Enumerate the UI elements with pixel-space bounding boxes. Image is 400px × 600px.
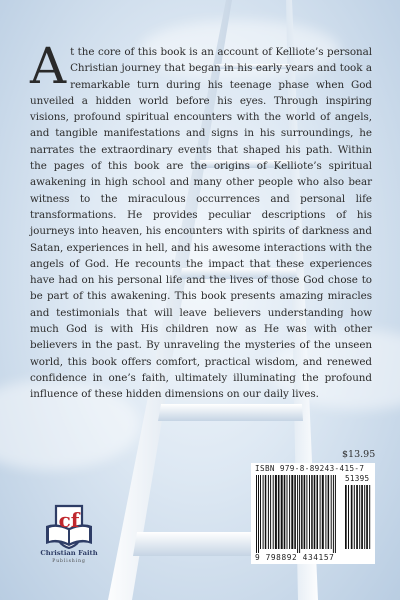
barcode-bar bbox=[275, 475, 277, 549]
barcode-bar bbox=[256, 475, 257, 553]
barcode-bar bbox=[273, 475, 274, 549]
barcode-bar bbox=[304, 475, 306, 549]
barcode-bar bbox=[354, 485, 355, 549]
barcode-bar bbox=[325, 475, 326, 549]
barcode-bar bbox=[258, 475, 259, 553]
barcode-bar bbox=[317, 475, 319, 549]
barcode-bar bbox=[299, 475, 300, 553]
barcode-bar bbox=[361, 485, 363, 549]
isbn-label: ISBN 979-8-89243-415-7 bbox=[255, 464, 365, 473]
logo-letters: cf bbox=[58, 508, 80, 532]
barcode-bars bbox=[251, 463, 375, 564]
barcode-bar bbox=[297, 475, 298, 553]
barcode-bar bbox=[301, 475, 303, 549]
barcode-bar bbox=[348, 485, 349, 549]
publisher-subname: Publishing bbox=[52, 559, 86, 564]
barcode-bar bbox=[351, 485, 353, 549]
barcode-digits: 9 798892 434157 bbox=[255, 553, 335, 562]
barcode-bar bbox=[294, 475, 296, 549]
barcode-bar bbox=[306, 475, 307, 549]
price-label: $13.95 bbox=[342, 449, 376, 460]
blurb-text: t the core of this book is an account of Kelliote’s personal Christian journey that began in his early years and took a remarkable turn during his teenage phase when God unveiled a hidden world before his eyes. Through inspiring visions, profound spiritual encounters with the world of angels, and tangible manifestations and signs in his surroundings, he narrates the extraordinary events that shaped his path. Within the pages of this book are the origins of Kelliote’s spiritual awakening in high school and many other people who also bear witness to the miraculous occurrences and personal life transformations. He provides peculiar descriptions of his journeys into heaven, his encounters with spirits of darkness and Satan, experiences in hell, and his awesome interactions with the angels of God. He recounts the impact that these experiences have had on his personal life and the lives of those God chose to be part of this awakening. This book presents amazing miracles and testimonials that will leave believers understanding how much God is with His children now as He was with other believers in the past. By unraveling the mysteries of the unseen world, this book offers comfort, practical wisdom, and renewed confidence in one’s faith, ultimately illuminating the profound influence of these hidden dimensions on our daily lives. bbox=[30, 46, 372, 401]
barcode-bar bbox=[278, 475, 280, 549]
barcode-bar bbox=[359, 485, 360, 549]
barcode-bar bbox=[331, 475, 332, 549]
barcode-bar bbox=[284, 475, 286, 549]
barcode-bar bbox=[291, 475, 293, 549]
barcode-bar bbox=[289, 475, 290, 549]
barcode-bar bbox=[345, 485, 347, 549]
barcode-bar bbox=[320, 475, 321, 549]
ladder-rung bbox=[158, 404, 303, 421]
barcode-bar bbox=[270, 475, 271, 549]
isbn-barcode bbox=[251, 463, 375, 564]
barcode-bar bbox=[364, 485, 365, 549]
publisher-name: Christian Faith bbox=[40, 549, 98, 557]
barcode-bar bbox=[356, 485, 358, 549]
barcode-bar bbox=[322, 475, 324, 549]
barcode-bar bbox=[311, 475, 313, 549]
barcode-bar bbox=[281, 475, 283, 549]
barcode-bar bbox=[287, 475, 288, 549]
back-cover-blurb bbox=[30, 37, 372, 403]
barcode-addon-digits: 51395 bbox=[345, 474, 370, 483]
barcode-bar bbox=[369, 485, 370, 549]
barcode-bar bbox=[268, 475, 269, 549]
drop-cap: A bbox=[30, 37, 67, 95]
barcode-bar bbox=[265, 475, 267, 549]
barcode-bar bbox=[366, 485, 368, 549]
barcode-bar bbox=[263, 475, 264, 549]
barcode-bar bbox=[335, 475, 336, 553]
barcode-bar bbox=[333, 475, 334, 553]
barcode-bar bbox=[328, 475, 330, 549]
barcode-bar bbox=[314, 475, 316, 549]
barcode-bar bbox=[309, 475, 310, 549]
barcode-bar bbox=[260, 475, 261, 549]
